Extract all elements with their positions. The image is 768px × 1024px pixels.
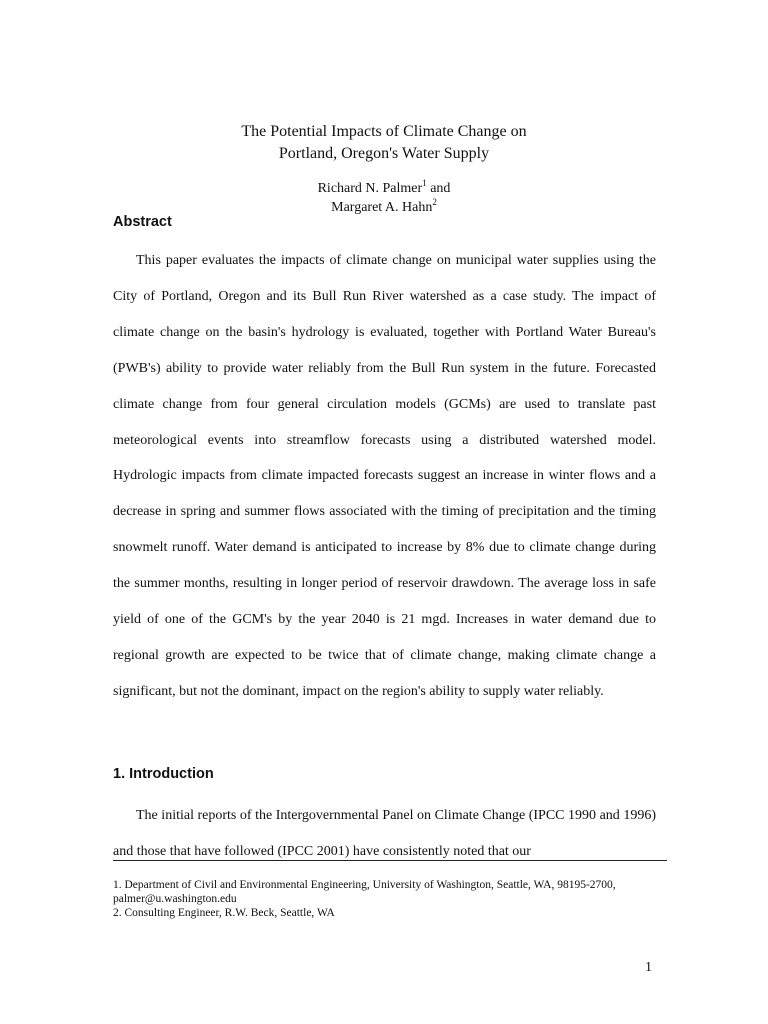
title-line-2: Portland, Oregon's Water Supply [278,145,490,162]
footnote-1: 1. Department of Civil and Environmental Engineering, University of Washington, Seattle, WA, 98195-2700, palmer@u.washington.edu [113,879,616,905]
footnote-2: 2. Consulting Engineer, R.W. Beck, Seattle, WA [113,907,335,919]
affiliation-mark: 2 [432,197,437,207]
introduction-heading: 1. Introduction [113,766,214,782]
title-line-1: The Potential Impacts of Climate Change on [241,123,527,140]
abstract-text: This paper evaluates the impacts of climate change on municipal water supplies using the City of Portland, Oregon and its Bull Run River watershed as a case study. The impact of climate change on the basin's hydrology is evaluated, together with Portland Water Bureau's (PWB's) ability to provide water reliably from the Bull Run system in the future. Forecasted climate change from four general circulation models (GCMs) are used to translate past meteorological events into streamflow forecasts using a distributed watershed model. Hydrologic impacts from climate impacted forecasts suggest an increase in winter flows and a decrease in spring and summer flows associated with the timing of precipitation and the timing snowmelt runoff. Water demand is anticipated to increase by 8% due to climate change during the summer months, resulting in longer period of reservoir drawdown. The average loss in safe yield of one of the GCM's by the year 2040 is 21 mgd. Increases in water demand due to regional growth are expected to be twice that of climate change, making climate change a significant, but not the dominant, impact on the region's ability to supply water reliably. [113,253,656,699]
footnotes [113,878,658,920]
introduction-text: The initial reports of the Intergovernmental Panel on Climate Change (IPCC 1990 and 1996) and those that have followed (IPCC 2001) have consistently noted that our [113,808,656,859]
author-name: Margaret A. Hahn [331,200,433,215]
author-name: Richard N. Palmer [317,181,423,196]
affiliation-mark: 1 [422,178,427,188]
footnote-divider [113,860,667,861]
page-number: 1 [645,960,652,975]
abstract-heading: Abstract [113,214,172,230]
author-conjunction: and [426,181,451,196]
author-1 [0,179,768,198]
author-list [0,179,768,217]
paper-title [0,121,768,165]
